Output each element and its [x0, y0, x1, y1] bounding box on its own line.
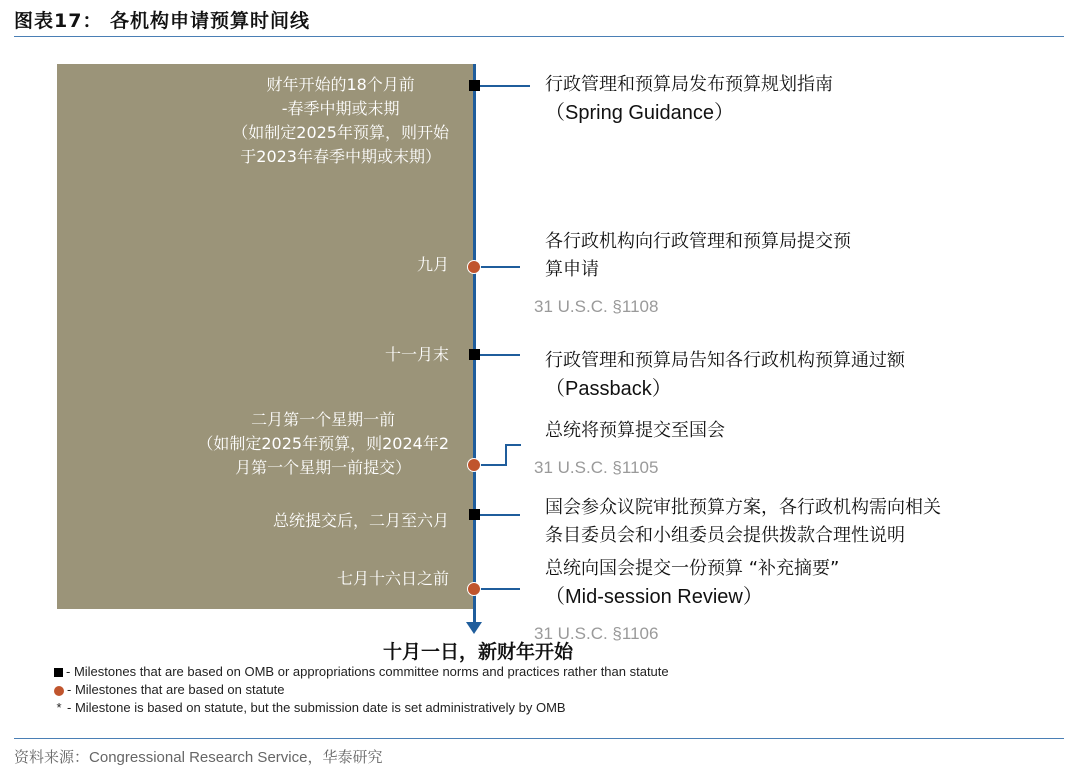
left-label-1-line-3: （如制定2025年预算，则开始 [232, 123, 449, 142]
milestone-3-text [545, 347, 905, 403]
left-label-1-line-2: -春季中期或末期 [281, 99, 400, 118]
milestone-2-line-1: 各行政机构向行政管理和预算局提交预 [545, 231, 851, 252]
milestone-6-citation: 31 U.S.C. §1106 [534, 624, 659, 643]
source-suffix: ，华泰研究 [307, 748, 383, 766]
legend-square-icon [54, 668, 63, 677]
milestone-1-line-1: 行政管理和预算局发布预算规划指南 [545, 74, 833, 95]
legend-item-statute [54, 682, 285, 697]
figure-title: 图表17： 各机构申请预算时间线 [14, 10, 311, 32]
milestone-2-line-2: 算申请 [545, 259, 599, 280]
left-label-4-line-1: 二月第一个星期一前 [251, 410, 396, 429]
legend-item-admin [54, 700, 566, 715]
source-note [14, 746, 382, 767]
source-prefix: 资料来源： [14, 748, 90, 766]
legend-admin-text: - Milestone is based on statute, but the submission date is set administratively by OMB [67, 700, 566, 715]
connector-4-top [505, 444, 521, 446]
milestone-4-text [545, 417, 725, 445]
left-label-6-line-1: 七月十六日之前 [336, 569, 449, 588]
left-label-4-line-3: 月第一个星期一前提交） [235, 458, 412, 477]
left-label-5-line-1: 总统提交后，二月至六月 [272, 511, 449, 530]
left-label-1-line-4: 于2023年春季中期或末期） [240, 147, 441, 166]
milestone-statute-dot-1 [467, 260, 481, 274]
milestone-statute-dot-2 [467, 458, 481, 472]
milestone-4-line-1: 总统将预算提交至国会 [545, 420, 725, 441]
connector-5 [476, 514, 520, 516]
timeline-arrow-icon [466, 622, 482, 634]
left-label-3 [385, 343, 449, 367]
bottom-divider [14, 738, 1064, 739]
timeline-axis [473, 64, 476, 626]
legend-norms-text: - Milestones that are based on OMB or appropriations committee norms and practices rather than statute [66, 664, 669, 679]
top-divider [14, 36, 1064, 37]
fiscal-year-start-label: 十月一日，新财年开始 [383, 641, 574, 663]
milestone-square-marker-2 [469, 349, 480, 360]
milestone-2-citation: 31 U.S.C. §1108 [534, 297, 659, 316]
milestone-2-text [545, 228, 851, 284]
left-label-1 [232, 73, 449, 169]
left-label-2-line-1: 九月 [416, 255, 449, 274]
connector-4-vertical [505, 444, 507, 466]
milestone-5-line-2: 条目委员会和小组委员会提供拨款合理性说明 [545, 525, 905, 546]
milestone-5-line-1: 国会参众议院审批预算方案，各行政机构需向相关 [545, 497, 941, 518]
milestone-4-citation: 31 U.S.C. §1105 [534, 458, 659, 477]
milestone-5-text [545, 494, 941, 550]
left-label-3-line-1: 十一月末 [384, 345, 449, 364]
milestone-square-marker-3 [469, 509, 480, 520]
milestone-6-text [545, 555, 839, 611]
left-label-1-line-1: 财年开始的18个月前 [266, 75, 415, 94]
milestone-3-english: （Passback） [545, 378, 672, 400]
connector-3 [476, 354, 520, 356]
left-label-4 [197, 408, 449, 480]
milestone-square-marker-1 [469, 80, 480, 91]
milestone-1-text [545, 71, 833, 127]
legend-statute-text: - Milestones that are based on statute [67, 682, 285, 697]
milestone-3-line-1: 行政管理和预算局告知各行政机构预算通过额 [545, 350, 905, 371]
connector-2 [476, 266, 520, 268]
left-label-2 [417, 253, 449, 277]
milestone-6-line-1: 总统向国会提交一份预算 “补充摘要” [545, 558, 840, 579]
milestone-6-english: （Mid-session Review） [545, 586, 763, 608]
left-label-6 [337, 567, 449, 591]
left-label-5 [273, 509, 449, 533]
legend-item-norms [54, 664, 669, 679]
connector-1 [476, 85, 530, 87]
left-label-4-line-2: （如制定2025年预算，则2024年2 [197, 434, 449, 453]
legend-asterisk-icon: * [56, 700, 62, 715]
connector-6 [476, 588, 520, 590]
milestone-1-english: （Spring Guidance） [545, 102, 734, 124]
source-organization: Congressional Research Service [89, 749, 308, 766]
milestone-statute-dot-3 [467, 582, 481, 596]
legend-dot-icon [54, 686, 64, 696]
